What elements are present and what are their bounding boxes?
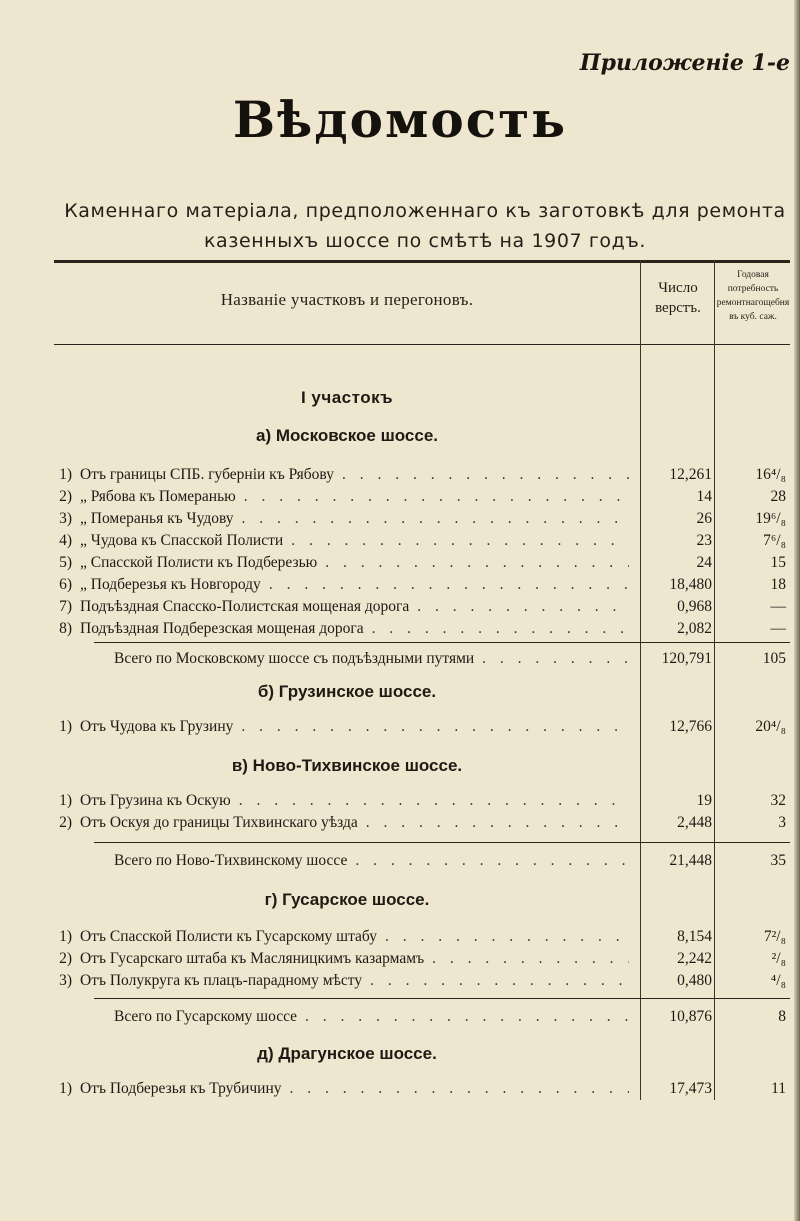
table-row (54, 716, 790, 738)
table-row (54, 464, 790, 486)
row-versts: 18,480 (669, 576, 712, 593)
row-name: Подъѣздная Подберезская мощеная дорога (80, 620, 364, 637)
section-heading: в) Ново-Тихвинское шоссе. (231, 756, 463, 775)
row-name: Отъ Оскуя до границы Тихвинскаго уѣзда (80, 814, 358, 831)
total-need: 35 (770, 852, 786, 869)
row-need: — (770, 620, 786, 637)
row-need: 7⁶/₈ (763, 532, 786, 549)
table-row (54, 508, 790, 530)
subtotal-rule (94, 642, 790, 643)
row-versts: 23 (696, 532, 712, 549)
row-need: 15 (770, 554, 786, 571)
row-number: 1) (59, 718, 72, 735)
table-row (54, 618, 790, 640)
table-row (54, 552, 790, 574)
total-versts: 21,448 (669, 852, 712, 869)
row-number: 2) (59, 950, 72, 967)
total-need: 8 (778, 1008, 786, 1025)
row-number: 4) (59, 532, 72, 549)
row-name: Отъ Чудова къ Грузину (80, 718, 234, 735)
section-heading: д) Драгунское шоссе. (257, 1044, 437, 1063)
row-name: „ Спасской Полисти къ Подберезью (80, 554, 318, 571)
subtitle-line-1: Каменнаго матеріала, предположеннаго къ заготовкѣ для ремонта (64, 200, 786, 222)
row-versts: 8,154 (677, 928, 712, 945)
row-name: Отъ Грузина къ Оскую (80, 792, 231, 809)
row-need: 32 (770, 792, 786, 809)
row-versts: 0,968 (677, 598, 712, 615)
row-name: Подъѣздная Спасско-Полистская мощеная дорога (80, 598, 410, 615)
row-versts: 17,473 (669, 1080, 712, 1097)
table-row (54, 812, 790, 834)
row-name: Отъ Подберезья къ Трубичину (80, 1080, 282, 1097)
row-need: 20⁴/₈ (755, 718, 786, 735)
row-need: ²/₈ (771, 950, 786, 967)
document-subtitle (60, 196, 790, 256)
row-number: 3) (59, 972, 72, 989)
table-row (54, 970, 790, 992)
row-need: 19⁶/₈ (755, 510, 786, 527)
appendix-label: Приложеніе 1-е (579, 50, 790, 76)
row-need: 28 (770, 488, 786, 505)
row-versts: 2,082 (677, 620, 712, 637)
row-name: „ Чудова къ Спасской Полисти (80, 532, 284, 549)
row-versts: 14 (696, 488, 712, 505)
total-row (54, 850, 790, 872)
header-bottom-rule (54, 344, 790, 345)
row-need: 16⁴/₈ (755, 466, 786, 483)
row-versts: 2,242 (677, 950, 712, 967)
total-name: Всего по Ново-Тихвинскому шоссе (114, 852, 348, 869)
row-need: — (770, 598, 786, 615)
row-name: „ Подберезья къ Новгороду (80, 576, 261, 593)
row-number: 8) (59, 620, 72, 637)
row-versts: 26 (696, 510, 712, 527)
row-number: 1) (59, 928, 72, 945)
row-need: 18 (770, 576, 786, 593)
table-row (54, 1078, 790, 1100)
row-name: „ Рябова къ Померанью (80, 488, 236, 505)
row-number: 2) (59, 814, 72, 831)
row-versts: 0,480 (677, 972, 712, 989)
section-heading: а) Московское шоссе. (255, 426, 439, 445)
row-number: 2) (59, 488, 72, 505)
subtitle-line-2: казенныхъ шоссе по смѣтѣ на 1907 годъ. (203, 230, 647, 252)
subtotal-rule (94, 842, 790, 843)
district-heading: I участокъ (300, 388, 394, 407)
row-number: 1) (59, 466, 72, 483)
table-row (54, 530, 790, 552)
row-versts: 19 (696, 792, 712, 809)
header-versts: Число верстъ. (655, 280, 701, 316)
row-versts: 12,261 (669, 466, 712, 483)
total-name: Всего по Гусарскому шоссе (114, 1008, 298, 1025)
section-heading: б) Грузинское шоссе. (257, 682, 437, 701)
total-versts: 120,791 (661, 650, 712, 667)
row-number: 1) (59, 1080, 72, 1097)
row-number: 6) (59, 576, 72, 593)
total-name: Всего по Московскому шоссе съ подъѣздными путями (114, 650, 475, 667)
subtotal-rule (94, 998, 790, 999)
table-row (54, 486, 790, 508)
row-name: Отъ Полукруга къ плацъ-парадному мѣсту (80, 972, 363, 989)
table-row (54, 790, 790, 812)
total-row (54, 1006, 790, 1028)
document-title: Вѣдомость (232, 90, 568, 149)
row-name: Отъ границы СПБ. губерніи къ Рябову (80, 466, 334, 483)
total-need: 105 (762, 650, 786, 667)
row-number: 7) (59, 598, 72, 615)
total-row (54, 648, 790, 670)
row-versts: 12,766 (669, 718, 712, 735)
table-row (54, 596, 790, 618)
row-number: 5) (59, 554, 72, 571)
table-top-rule (54, 260, 790, 263)
total-versts: 10,876 (669, 1008, 712, 1025)
row-versts: 24 (696, 554, 712, 571)
header-need: Годовая потребность ремонтнагощебня въ куб. саж. (716, 270, 790, 322)
row-name: Отъ Спасской Полисти къ Гусарскому штабу (80, 928, 377, 945)
row-need: 11 (771, 1080, 786, 1097)
table-row (54, 574, 790, 596)
table-row (54, 926, 790, 948)
row-need: 7²/₈ (763, 928, 786, 945)
row-need: 3 (778, 814, 786, 831)
row-name: Отъ Гусарскаго штаба къ Масляницкимъ казармамъ (80, 950, 425, 967)
row-need: ⁴/₈ (770, 972, 786, 989)
materials-table (54, 260, 790, 1100)
header-name: Названіе участковъ и перегоновъ. (220, 290, 474, 309)
row-versts: 2,448 (677, 814, 712, 831)
row-number: 1) (59, 792, 72, 809)
row-name: „ Померанья къ Чудову (80, 510, 234, 527)
section-heading: г) Гусарское шоссе. (264, 890, 430, 909)
page-edge (794, 0, 800, 1221)
table-row (54, 948, 790, 970)
row-number: 3) (59, 510, 72, 527)
